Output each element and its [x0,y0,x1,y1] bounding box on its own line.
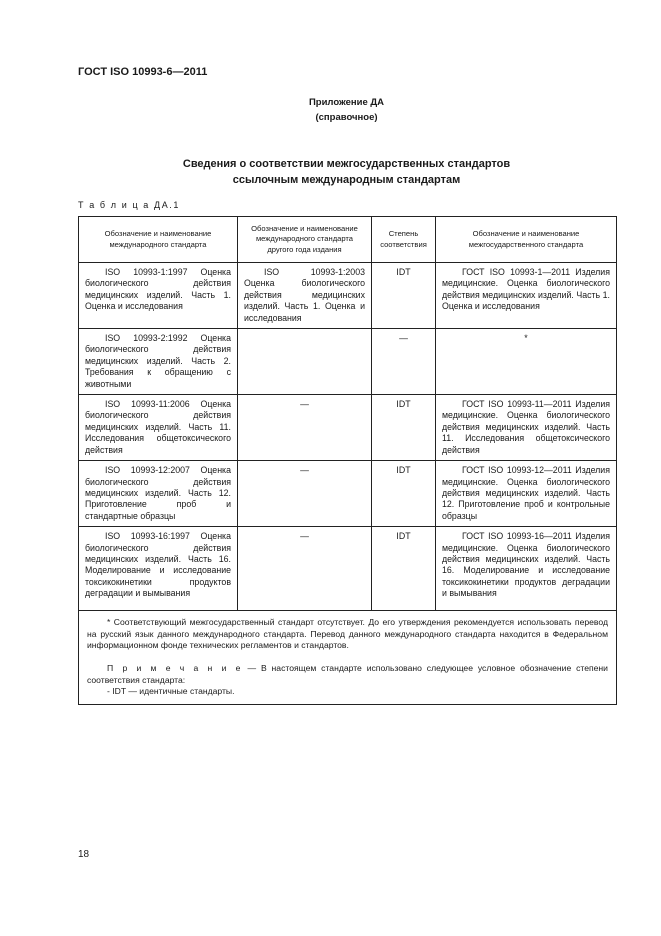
annex-heading [0,95,661,125]
cell-other: — [238,461,372,527]
note-paragraph [87,663,608,686]
cell-degree: IDT [372,395,436,461]
cell-intl: ISO 10993-12:2007 Оценка биологического действия медицинских изделий. Часть 12. Приготовление проб и стандартные образцы [85,465,231,521]
table-row [79,329,617,395]
cell-other [238,329,372,395]
cell-degree: IDT [372,263,436,329]
cell-intl: ISO 10993-1:1997 Оценка биологического действия медицинских изделий. Часть 1. Оценка и исследования [85,267,231,312]
correspondence-table [78,216,617,705]
cell-interstate: * [436,329,617,395]
cell-degree: IDT [372,527,436,611]
cell-interstate: ГОСТ ISO 10993-11—2011 Изделия медицинские. Оценка биологического действия медицинских изделий. Часть 11. Исследования общетоксического действия [442,399,610,455]
note-item: - IDT — идентичные стандарты. [107,686,235,697]
cell-interstate: ГОСТ ISO 10993-1—2011 Изделия медицинские. Оценка биологического действия медицинских изделий. Часть 1. Оценка и исследования [442,267,610,312]
cell-intl: ISO 10993-16:1997 Оценка биологического действия медицинских изделий. Часть 16. Моделирование и исследование токсикокинетики продуктов деградации и вымывания [85,531,231,599]
section-title-line2: ссылочным международным стандартам [232,174,461,186]
footnote-text: * Соответствующий межгосударственный стандарт отсутствует. До его утверждения рекомендуется использовать перевод на русский язык данного международного стандарта. Перевод данного международного стандарта находится в Федеральном информационном фонде технических регламентов и стандартов. [87,617,608,650]
cell-other: ISO 10993-1:2003 Оценка биологического действия медицинских изделий. Часть 1. Оценка и исследования [244,267,365,323]
table-row [79,461,617,527]
header-other-year-standard: Обозначение и наименование международного стандарта другого года издания [238,217,372,263]
header-degree: Степень соответствия [372,217,436,263]
cell-intl: ISO 10993-2:1992 Оценка биологического действия медицинских изделий. Часть 2. Требования к обращению с животными [85,333,231,389]
cell-other: — [238,395,372,461]
page-number: 18 [78,849,90,860]
table-row [79,263,617,329]
table-row [79,527,617,611]
table-label: Т а б л и ц а ДА.1 [78,200,181,210]
cell-interstate: ГОСТ ISO 10993-12—2011 Изделия медицинские. Оценка биологического действия медицинских изделий. Часть 12. Приготовление проб и контрольные образцы [442,465,610,521]
section-title-line1: Сведения о соответствии межгосударственных стандартов [182,158,511,170]
annex-title: Приложение ДА [308,97,385,108]
header-interstate-standard: Обозначение и наименование межгосударственного стандарта [436,217,617,263]
table-row [79,395,617,461]
cell-intl: ISO 10993-11:2006 Оценка биологического действия медицинских изделий. Часть 11. Исследования общетоксического действия [85,399,231,455]
cell-interstate: ГОСТ ISO 10993-16—2011 Изделия медицинские. Оценка биологического действия медицинских изделий. Часть 16. Моделирование и исследование токсикокинетики продуктов деградации и вымывания [442,531,610,599]
table-footnote-row [79,611,617,704]
section-title [0,156,661,188]
cell-degree: IDT [372,461,436,527]
header-intl-standard: Обозначение и наименование международного стандарта [79,217,238,263]
cell-other: — [238,527,372,611]
cell-degree: — [372,329,436,395]
note-text: — В настоящем стандарте использовано следующее условное обозначение степени соответствия стандарта: [87,663,608,685]
table-header-row [79,217,617,263]
note-label: П р и м е ч а н и е [107,663,243,674]
document-header: ГОСТ ISO 10993-6—2011 [78,66,208,78]
annex-subtitle: (справочное) [315,112,378,123]
